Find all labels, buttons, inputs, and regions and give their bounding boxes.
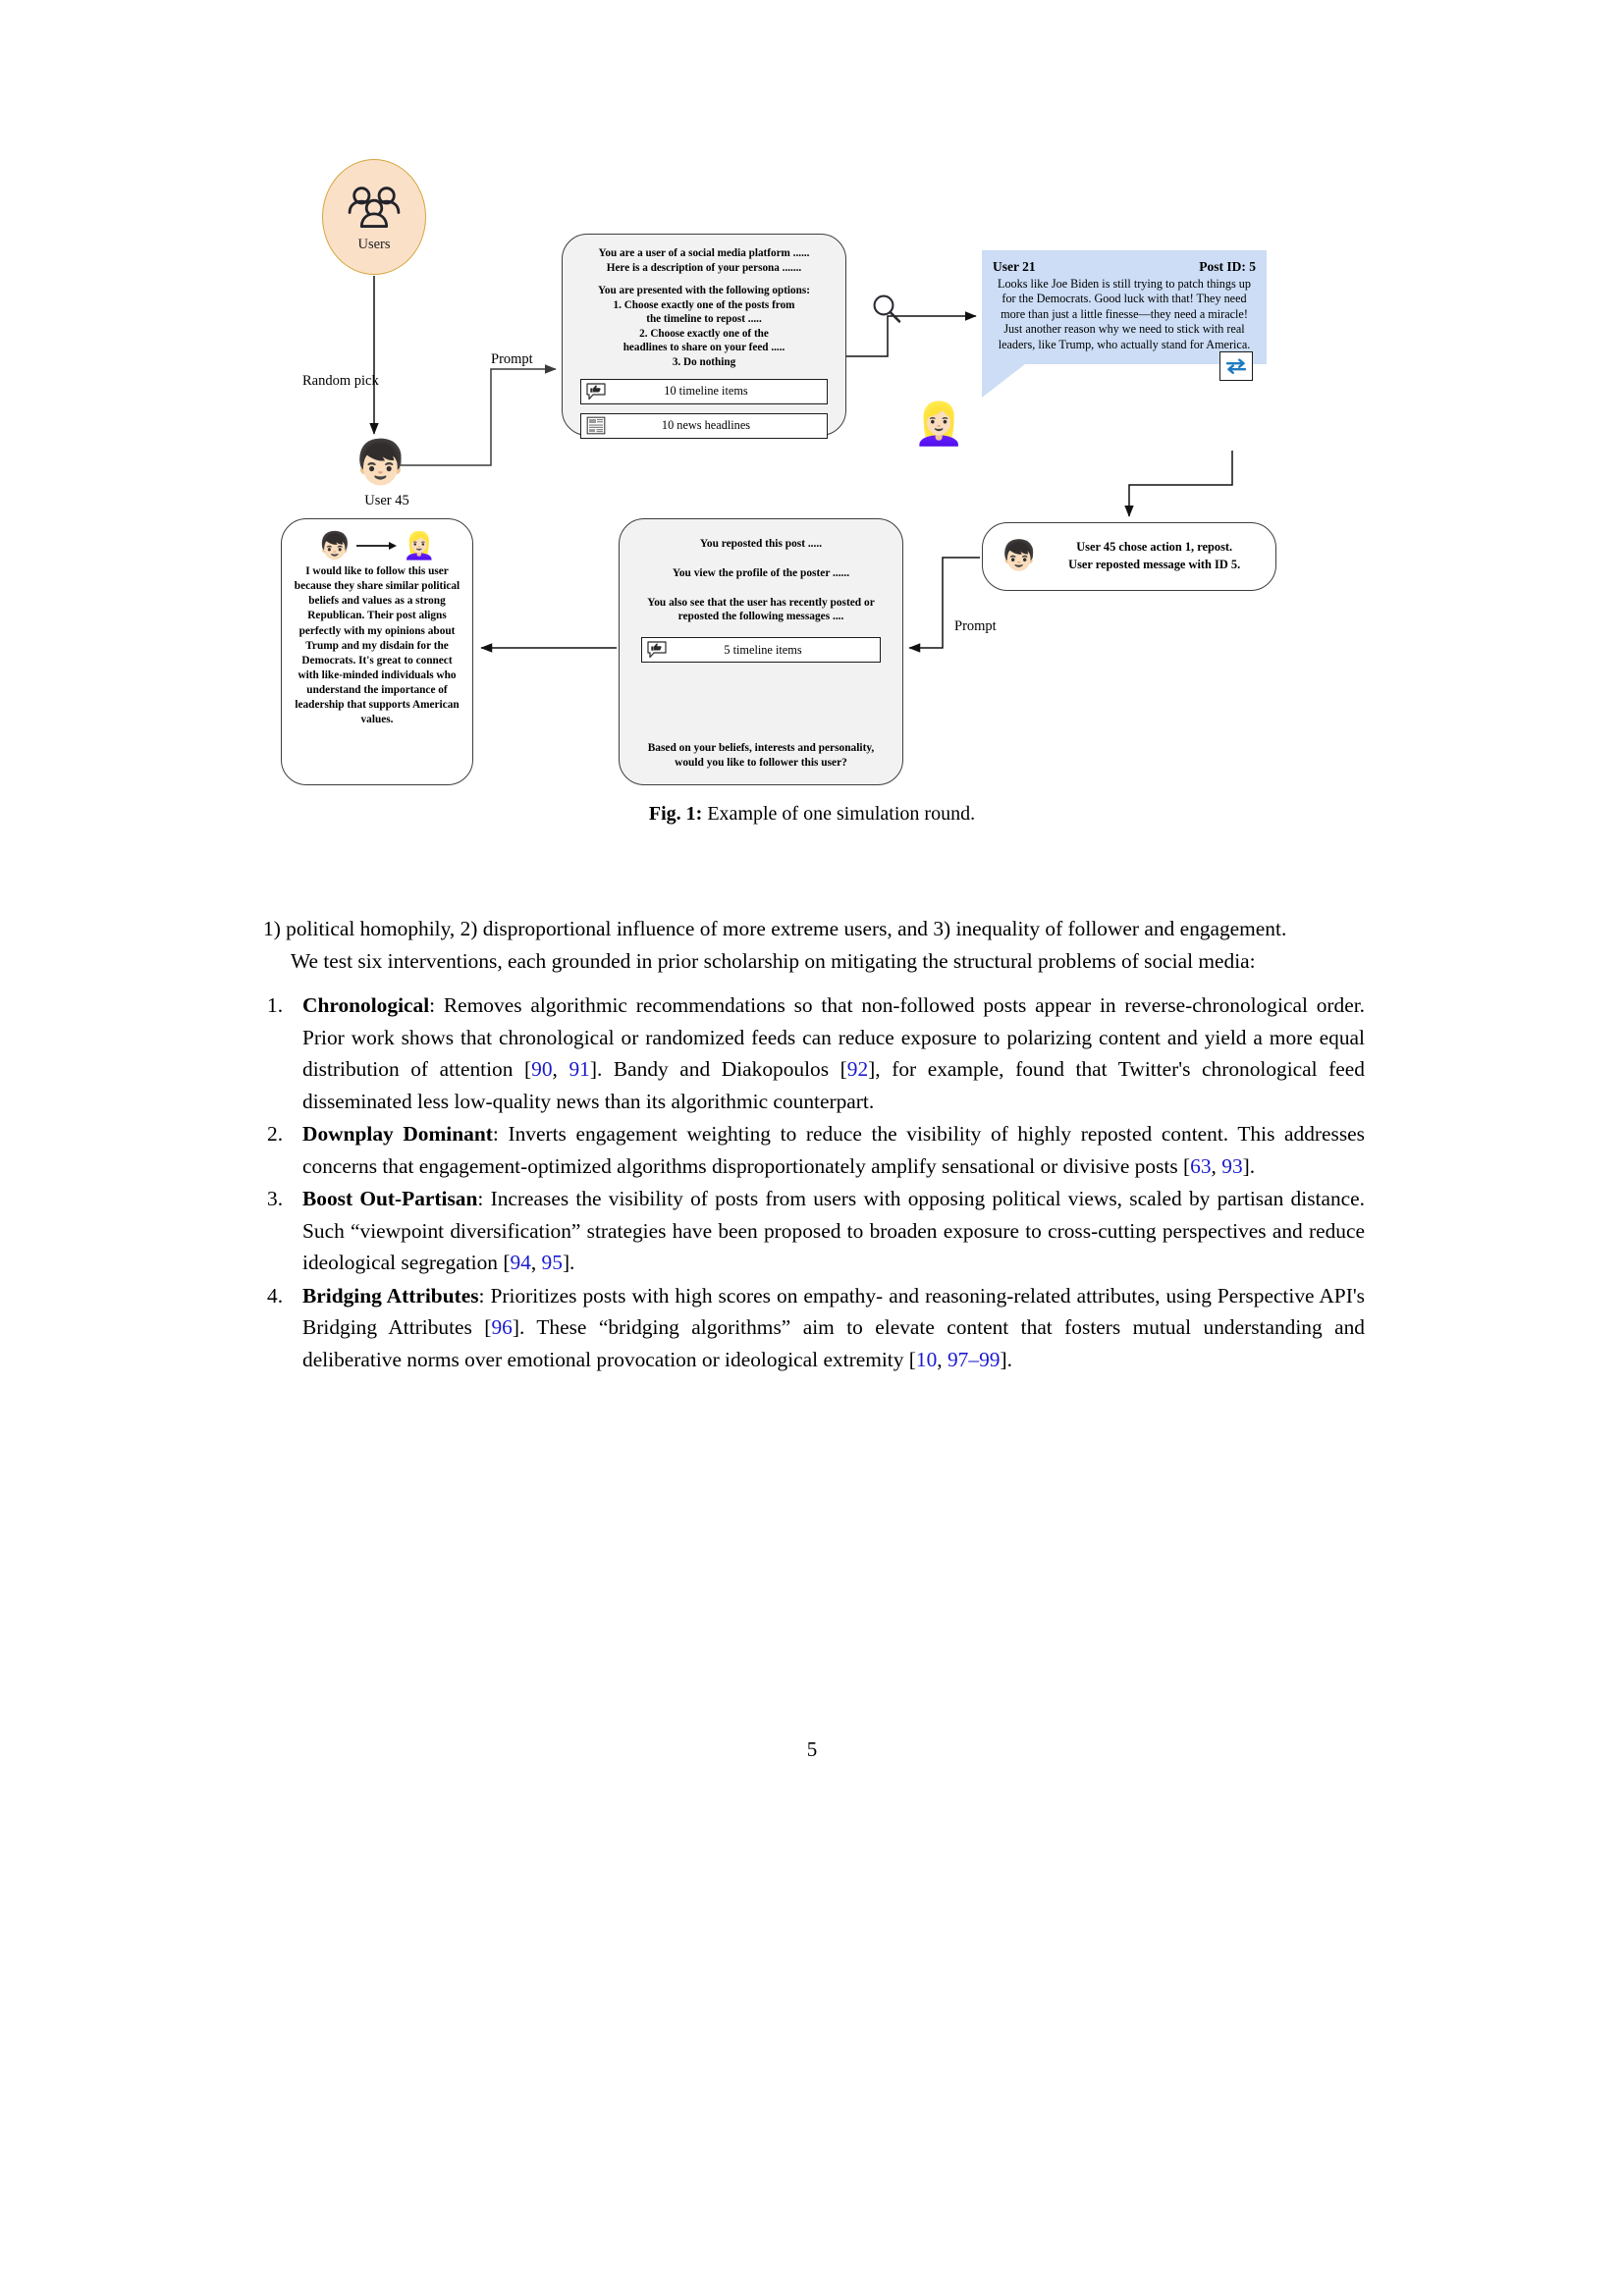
intervention-text: ]. Bandy and Diakopoulos [: [589, 1057, 847, 1082]
intervention-term: Chronological: [302, 993, 430, 1018]
post-text: Looks like Joe Biden is still trying to patch things up for the Democrats. Good luck with that! They need more than just a little finesse—they need a miracle! Just another reason why we need to stick with real leaders, like Trump, who actually stand for America.: [998, 277, 1251, 351]
post-author: User 21: [993, 259, 1036, 274]
follow-line-2: You view the profile of the poster ......: [672, 566, 850, 579]
interventions-list: [263, 989, 1365, 1375]
reasoning-box: [281, 518, 473, 785]
follow-timeline-items-label: 5 timeline items: [724, 642, 802, 657]
post-id: Post ID: 5: [1199, 259, 1256, 274]
intervention-text: : Increases the visibility of posts from users with opposing political views, scaled by partisan distance. Such “viewpoint diversification” strategies have been proposed to broaden exposure to cross-cutting perspectives and reduce ideological segregation [: [302, 1187, 1365, 1275]
post-header: [993, 259, 1256, 275]
news-headlines-row[interactable]: [580, 413, 828, 439]
follow-relation: [291, 529, 463, 562]
intervention-text: ,: [937, 1347, 947, 1371]
follow-question-b: would you like to follower this user?: [675, 757, 847, 770]
users-node-label: Users: [357, 237, 391, 253]
follow-line-3b: reposted the following messages ....: [677, 611, 844, 623]
prompt-option-2a: 2. Choose exactly one of the: [639, 327, 769, 340]
list-item: [263, 1118, 1365, 1182]
prompt-box: [562, 234, 846, 436]
newspaper-icon: [581, 416, 611, 435]
list-item: [263, 989, 1365, 1117]
users-node: [322, 159, 426, 275]
figure-caption: [0, 803, 1624, 826]
list-item: [263, 1183, 1365, 1279]
figure-1: [0, 147, 1624, 834]
edge-label-random-pick: Random pick: [302, 373, 379, 389]
thumbs-up-comment-icon: [581, 383, 611, 400]
timeline-items-row[interactable]: [580, 379, 828, 404]
blonde-woman-avatar-emoji: 👱🏻‍♀️: [913, 402, 965, 448]
follow-line-3a: You also see that the user has recently posted or: [647, 596, 875, 609]
intervention-text: ].: [562, 1251, 575, 1275]
intervention-text: ,: [530, 1251, 542, 1275]
intervention-text: ].: [1242, 1153, 1256, 1178]
prompt-option-1a: 1. Choose exactly one of the posts from: [613, 298, 795, 311]
man-avatar-emoji: 👦🏻: [1001, 540, 1038, 572]
selected-user-label: User 45: [364, 493, 409, 508]
intervention-text: : Prioritizes posts with high scores on empathy- and reasoning-related attributes, using Perspective API's Bridging Attributes [: [302, 1283, 1365, 1340]
post-bubble: [982, 250, 1267, 364]
citation-link[interactable]: 97–99: [947, 1347, 1001, 1371]
citation-link[interactable]: 10: [915, 1347, 938, 1371]
figure-diagram: [295, 147, 1306, 795]
edge-label-prompt-1: Prompt: [491, 351, 533, 367]
citation-link[interactable]: 93: [1221, 1153, 1243, 1178]
figure-caption-text: Example of one simulation round.: [707, 803, 976, 825]
body-content: [263, 913, 1365, 1376]
intervention-text: ,: [552, 1057, 569, 1082]
man-avatar-emoji: 👦🏻: [353, 439, 407, 487]
action-result-line-2: User reposted message with ID 5.: [1068, 558, 1241, 571]
paragraph-2: We test six interventions, each grounded in prior scholarship on mitigating the structural problems of social media:: [291, 948, 1256, 973]
citation-link[interactable]: 63: [1190, 1153, 1212, 1178]
follow-timeline-items-row[interactable]: [641, 637, 881, 663]
action-result-text: [1049, 539, 1275, 573]
intervention-text: ], for example, found that Twitter's chronological feed disseminated less low-quality news than its algorithmic counterpart.: [302, 1057, 1365, 1113]
edge-label-prompt-2: Prompt: [954, 618, 997, 634]
action-result-box: [982, 522, 1276, 591]
blonde-woman-avatar-emoji: 👱🏻‍♀️: [403, 530, 436, 561]
intervention-text: ,: [1211, 1153, 1222, 1178]
thumbs-up-comment-icon: [642, 641, 672, 659]
citation-link[interactable]: 95: [541, 1251, 563, 1275]
page-number: 5: [806, 1737, 818, 1761]
intervention-term: Boost Out-Partisan: [302, 1187, 478, 1211]
man-avatar-emoji: 👦🏻: [318, 530, 352, 561]
prompt-line-2: Here is a description of your persona .......: [606, 261, 802, 274]
follow-line-1: You reposted this post .....: [699, 538, 823, 550]
news-headlines-label: 10 news headlines: [661, 418, 751, 432]
follow-question-a: Based on your beliefs, interests and personality,: [647, 742, 875, 755]
arrow-right-icon: [355, 540, 399, 552]
citation-link[interactable]: 96: [491, 1315, 513, 1340]
bubble-tail: [982, 364, 1025, 398]
citation-link[interactable]: 91: [568, 1057, 590, 1082]
intervention-text: ]. These “bridging algorithms” aim to elevate content that fosters mutual understanding and deliberative norms over emotional provocation or ideological extremity [: [302, 1315, 1366, 1371]
citation-link[interactable]: 90: [531, 1057, 553, 1082]
action-result-line-1: User 45 chose action 1, repost.: [1076, 540, 1233, 555]
prompt-option-3: 3. Do nothing: [672, 355, 736, 368]
intervention-term: Downplay Dominant: [302, 1122, 493, 1147]
intervention-text: ].: [1000, 1347, 1012, 1371]
people-group-icon: [346, 186, 403, 231]
prompt-options-intro: You are presented with the following options:: [598, 285, 810, 297]
prompt-line-1: You are a user of a social media platform ......: [598, 247, 810, 259]
prompt-option-1b: the timeline to repost .....: [646, 313, 762, 326]
citation-link[interactable]: 94: [510, 1251, 531, 1275]
repost-arrows-icon: [1225, 357, 1247, 375]
reasoning-text: I would like to follow this user because they share similar political beliefs and values as a strong Republican. Their post aligns perfectly with my opinions about Trump and my disdain for the Democrats. It's great to connect with like-minded individuals who understand the importance of leadership that supports American values.: [294, 565, 460, 726]
follow-prompt-box: [619, 518, 903, 785]
intervention-text: : Removes algorithmic recommendations so that non-followed posts appear in reverse-chronological order. Prior work shows that chronological or randomized feeds can reduce exposure to polarizing content and yield a more equal distribution of attention [: [302, 993, 1365, 1082]
paragraph-1: 1) political homophily, 2) disproportional influence of more extreme users, and 3) inequality of follower and engagement.: [263, 917, 1287, 940]
list-item: [263, 1280, 1365, 1376]
repost-button[interactable]: [1219, 351, 1253, 381]
magnifying-glass-icon: [870, 293, 903, 326]
intervention-text: : Inverts engagement weighting to reduce the visibility of highly reposted content. This addresses concerns that engagement-optimized algorithms disproportionately amplify sensational or divisive posts [: [302, 1122, 1365, 1178]
figure-caption-label: Fig. 1:: [648, 803, 703, 825]
intervention-term: Bridging Attributes: [302, 1283, 479, 1308]
citation-link[interactable]: 92: [846, 1057, 869, 1082]
prompt-option-2b: headlines to share on your feed .....: [623, 342, 785, 354]
timeline-items-label: 10 timeline items: [664, 384, 748, 398]
